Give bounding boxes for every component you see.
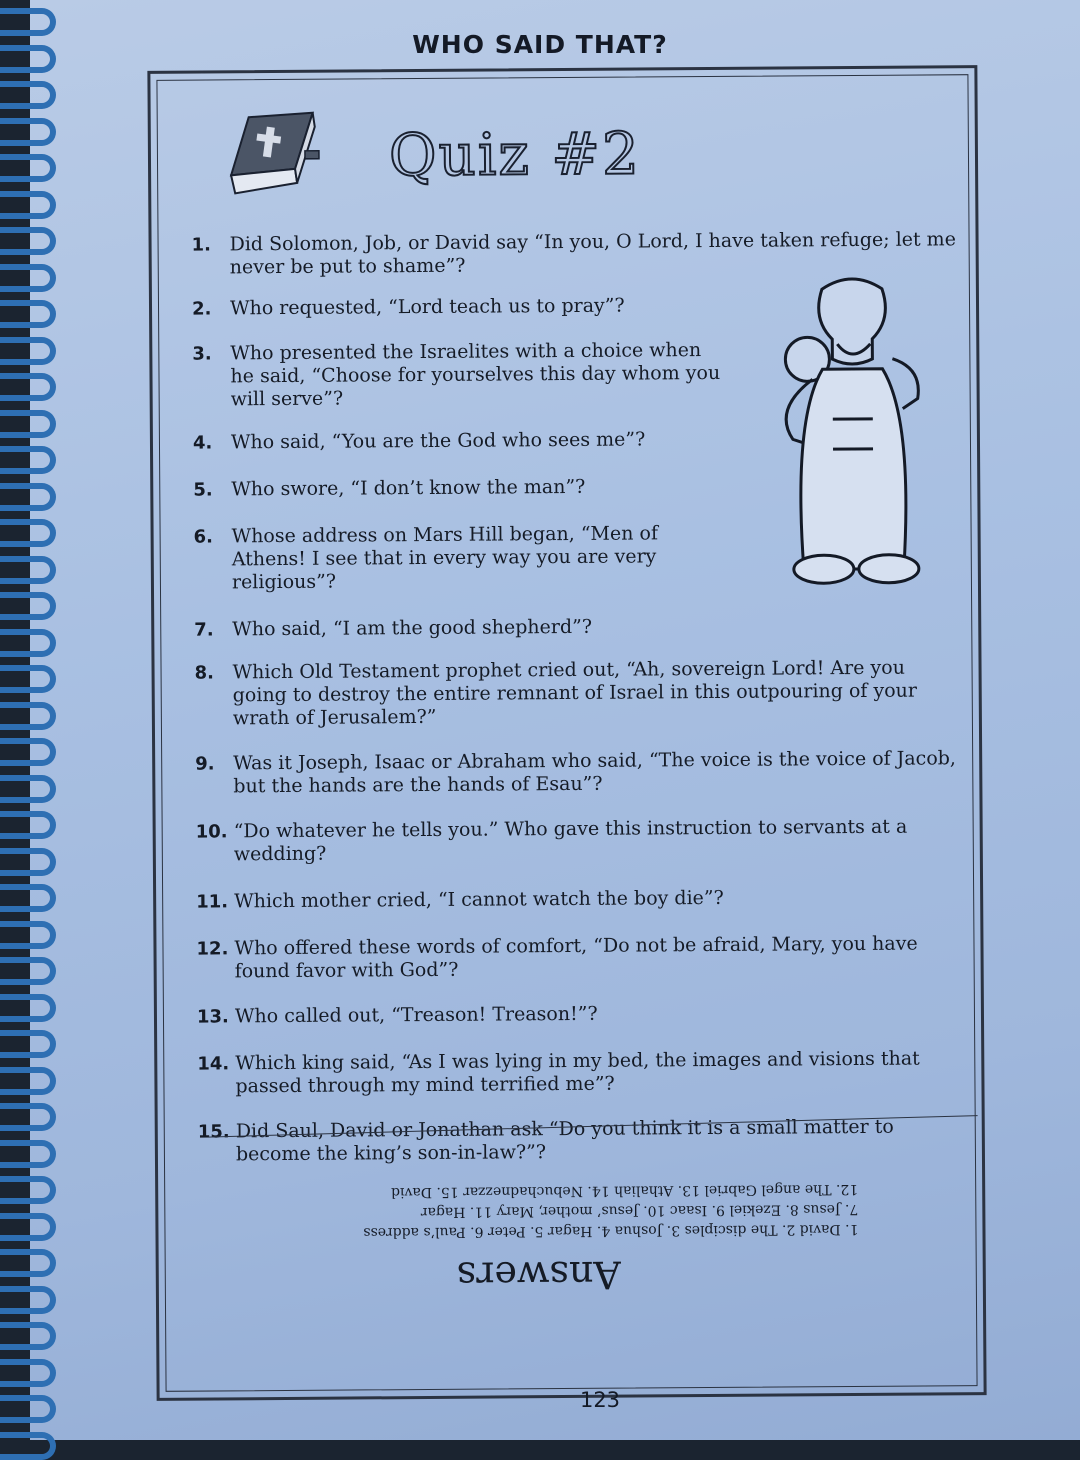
spiral-ring <box>0 702 56 730</box>
question-number: 11. <box>196 891 229 913</box>
bible-icon <box>225 111 322 202</box>
question-11 <box>196 885 966 913</box>
question-text: “Do whatever he tells you.” Who gave this instruction to servants at a wedding? <box>233 815 908 866</box>
spiral-ring <box>0 1140 56 1168</box>
question-text: Did Saul, David or Jonathan ask “Do you think it is a small matter to become the king’s son-in-law?”? <box>235 1115 894 1166</box>
spiral-ring <box>0 775 56 803</box>
spiral-ring <box>0 1213 56 1241</box>
question-text: Who swore, “I don’t know the man”? <box>231 475 586 501</box>
question-number: 15. <box>197 1121 230 1143</box>
spiral-ring <box>0 1176 56 1204</box>
question-text: Who offered these words of comfort, “Do not be afraid, Mary, you have found favor with God”? <box>234 932 918 983</box>
title-row <box>225 98 642 211</box>
spiral-ring <box>0 118 56 146</box>
question-15 <box>198 1115 968 1166</box>
spiral-ring <box>0 191 56 219</box>
spiral-ring <box>0 848 56 876</box>
quiz-frame <box>147 65 986 1401</box>
spiral-ring <box>0 665 56 693</box>
question-text: Was it Joseph, Isaac or Abraham who said, “The voice is the voice of Jacob, but the hands are the hands of Esau”? <box>233 747 956 798</box>
question-text: Who presented the Israelites with a choice when he said, “Choose for yourselves this day whom you will serve”? <box>230 339 721 411</box>
question-text: Which king said, “As I was lying in my bed, the images and visions that passed through my mind terrified me”? <box>235 1047 920 1098</box>
question-number: 14. <box>197 1053 230 1075</box>
answers-line-3: 12. The angel Gabriel 13. Athaliah 14. Nebuchadnezzar 15. David <box>391 1180 859 1201</box>
question-text: Whose address on Mars Hill began, “Men of Athens! I see that in every way you are very religious”? <box>231 522 659 594</box>
question-number: 13. <box>196 1006 229 1028</box>
spiral-ring <box>0 884 56 912</box>
spiral-ring <box>0 921 56 949</box>
spiral-ring <box>0 1322 56 1350</box>
quiz-title: Quiz #2 <box>388 119 642 190</box>
spiral-ring <box>0 300 56 328</box>
spiral-ring <box>0 446 56 474</box>
spiral-ring <box>0 556 56 584</box>
spiral-ring <box>0 1432 56 1460</box>
question-text: Who said, “You are the God who sees me”? <box>230 428 646 454</box>
question-text: Who said, “I am the good shepherd”? <box>232 615 593 641</box>
question-number: 3. <box>192 343 212 365</box>
spiral-ring <box>0 154 56 182</box>
question-number: 12. <box>196 938 229 960</box>
question-number: 6. <box>193 526 214 548</box>
spiral-ring <box>0 629 56 657</box>
spiral-ring <box>0 264 56 292</box>
answers-line-1: 1. David 2. The disciples 3. Joshua 4. Hagar 5. Peter 6. Paul’s address <box>363 1220 859 1241</box>
page-number: 123 <box>579 1388 621 1412</box>
question-8 <box>194 656 964 730</box>
shepherd-illustration <box>752 268 954 589</box>
spiral-ring <box>0 519 56 547</box>
question-text: Which mother cried, “I cannot watch the boy die”? <box>234 886 724 913</box>
spiral-ring <box>0 1359 56 1387</box>
question-number: 1. <box>191 234 212 256</box>
spiral-binding <box>0 0 80 1440</box>
spiral-ring <box>0 811 56 839</box>
answers-section-upside-down <box>218 1179 859 1299</box>
spiral-ring <box>0 227 56 255</box>
spiral-ring <box>0 483 56 511</box>
question-14 <box>197 1047 967 1098</box>
question-13 <box>197 1000 967 1028</box>
question-number: 8. <box>194 662 215 684</box>
answers-line-2: 7. Jesus 8. Ezekiel 9. Isaac 10. Jesus’ mother, Mary 11. Hagar <box>420 1200 859 1221</box>
question-number: 5. <box>193 479 213 501</box>
spiral-ring <box>0 1030 56 1058</box>
question-12 <box>196 932 966 983</box>
spiral-ring <box>0 1286 56 1314</box>
running-head: WHO SAID THAT? <box>412 30 668 59</box>
spiral-ring <box>0 373 56 401</box>
question-text: Did Solomon, Job, or David say “In you, O Lord, I have taken refuge; let me never be put to shame”? <box>229 228 956 279</box>
question-number: 4. <box>192 432 213 454</box>
question-number: 9. <box>195 753 215 775</box>
spiral-ring <box>0 957 56 985</box>
spiral-ring <box>0 592 56 620</box>
spiral-ring <box>0 337 56 365</box>
question-9 <box>195 747 965 798</box>
question-7 <box>194 613 964 641</box>
question-text: Who requested, “Lord teach us to pray”? <box>229 294 625 320</box>
spiral-ring <box>0 81 56 109</box>
spiral-ring <box>0 1067 56 1095</box>
spiral-ring <box>0 994 56 1022</box>
spiral-ring <box>0 738 56 766</box>
spiral-ring <box>0 1103 56 1131</box>
spiral-ring <box>0 1249 56 1277</box>
question-10 <box>196 815 966 866</box>
question-number: 2. <box>191 298 212 320</box>
question-text: Who called out, “Treason! Treason!”? <box>234 1002 598 1028</box>
question-number: 10. <box>195 821 228 843</box>
spiral-ring <box>0 410 56 438</box>
answers-title: Answers <box>456 1252 621 1298</box>
question-number: 7. <box>194 619 214 641</box>
question-text: Which Old Testament prophet cried out, “Ah, sovereign Lord! Are you going to destroy the entire remnant of Israel in this outpouring of your wrath of Jerusalem?” <box>232 656 918 730</box>
